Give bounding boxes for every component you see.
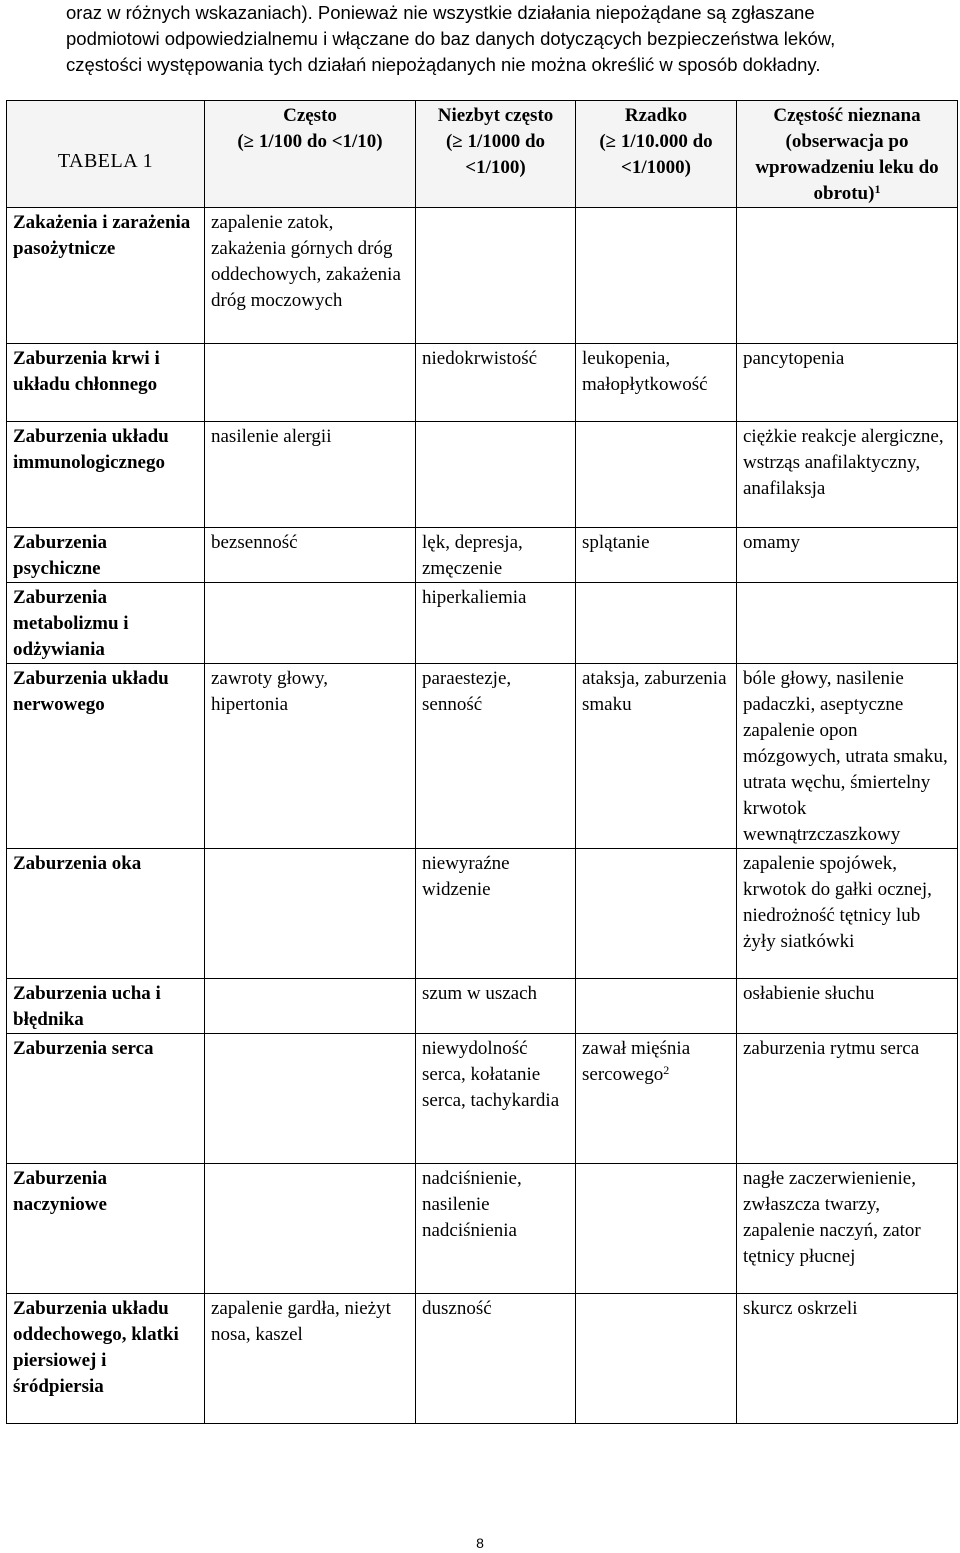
cell-uncommon <box>416 528 576 583</box>
cell-rare <box>576 583 737 664</box>
cell-rare <box>576 664 737 849</box>
cell-rare <box>576 979 737 1034</box>
intro-line-2: podmiotowi odpowiedzialnemu i włączane do baz danych dotyczących bezpieczeństwa leków, <box>66 28 836 49</box>
cell-often <box>205 583 416 664</box>
rare-text: ataksja, zaburzenia smaku <box>582 668 727 715</box>
uncommon-text: paraestezje, senność <box>422 668 512 715</box>
cell-often <box>205 849 416 979</box>
category-text: Zaburzenia układu immunologicznego <box>13 426 169 473</box>
cell-often <box>205 979 416 1034</box>
page-number: 8 <box>476 1535 484 1551</box>
unknown-text: bóle głowy, nasilenie padaczki, aseptyczne zapalenie opon mózgowych, utrata smaku, utrata węchu, śmiertelny krwotok wewnątrzczaszkowy <box>743 668 948 845</box>
table-row <box>7 422 958 528</box>
cell-category <box>7 979 205 1034</box>
rare-text: leukopenia, małopłytkowość <box>582 348 708 395</box>
often-text: zapalenie zatok, zakażenia górnych dróg oddechowych, zakażenia dróg moczowych <box>211 212 401 311</box>
header-often-range: (≥ 1/100 do <1/10) <box>237 131 383 152</box>
header-rare-label: Rzadko <box>624 105 688 126</box>
cell-uncommon <box>416 208 576 344</box>
adverse-effects-table <box>6 100 958 1424</box>
cell-unknown <box>737 528 958 583</box>
table-row <box>7 528 958 583</box>
uncommon-text: niewyraźne widzenie <box>422 853 510 900</box>
unknown-text: ciężkie reakcje alergiczne, wstrząs anafilaktyczny, anafilaksja <box>743 426 944 499</box>
cell-unknown <box>737 1164 958 1294</box>
table-row <box>7 583 958 664</box>
cell-rare <box>576 1164 737 1294</box>
cell-uncommon <box>416 422 576 528</box>
unknown-text: skurcz oskrzeli <box>743 1298 858 1319</box>
table-row <box>7 344 958 422</box>
cell-rare <box>576 528 737 583</box>
category-text: Zaburzenia układu nerwowego <box>13 668 169 715</box>
header-rare <box>576 101 737 208</box>
table-row <box>7 979 958 1034</box>
cell-rare <box>576 849 737 979</box>
category-text: Zaburzenia serca <box>13 1038 154 1059</box>
uncommon-text: nadciśnienie, nasilenie nadciśnienia <box>422 1168 522 1241</box>
unknown-text: zapalenie spojówek, krwotok do gałki ocznej, niedrożność tętnicy lub żyły siatkówki <box>743 853 932 952</box>
cell-category <box>7 583 205 664</box>
table-row <box>7 1164 958 1294</box>
header-uncommon <box>416 101 576 208</box>
header-often <box>205 101 416 208</box>
cell-unknown <box>737 1294 958 1424</box>
cell-often <box>205 422 416 528</box>
cell-unknown <box>737 979 958 1034</box>
cell-often <box>205 1294 416 1424</box>
unknown-text: omamy <box>743 532 800 553</box>
header-uncommon-range: (≥ 1/1000 do <1/100) <box>445 131 546 178</box>
uncommon-text: niewydolność serca, kołatanie serca, tachykardia <box>422 1038 560 1111</box>
often-text: zawroty głowy, hipertonia <box>211 668 328 715</box>
uncommon-text: niedokrwistość <box>422 348 538 369</box>
header-unknown-label: Częstość nieznana (obserwacja po wprowadzeniu leku do obrotu) <box>755 105 939 204</box>
cell-uncommon <box>416 1034 576 1164</box>
header-rare-range: (≥ 1/10.000 do <1/1000) <box>599 131 713 178</box>
cell-unknown <box>737 422 958 528</box>
header-unknown <box>737 101 958 208</box>
rare-text: zawał mięśnia sercowego <box>582 1038 691 1085</box>
cell-unknown <box>737 344 958 422</box>
rare-text: splątanie <box>582 532 650 553</box>
cell-uncommon <box>416 979 576 1034</box>
cell-rare <box>576 1294 737 1424</box>
table-title: TABELA 1 <box>57 150 154 172</box>
cell-category <box>7 344 205 422</box>
table-title-cell <box>7 101 205 208</box>
table-row <box>7 1294 958 1424</box>
footnote-1-marker: 1 <box>874 182 881 196</box>
cell-category <box>7 1164 205 1294</box>
intro-line-1: oraz w różnych wskazaniach). Ponieważ nie wszystkie działania niepożądane są zgłaszane <box>66 2 815 23</box>
cell-rare <box>576 422 737 528</box>
unknown-text: nagłe zaczerwienienie, zwłaszcza twarzy, zapalenie naczyń, zator tętnicy płucnej <box>743 1168 921 1267</box>
uncommon-text: szum w uszach <box>422 983 538 1004</box>
category-text: Zaburzenia naczyniowe <box>13 1168 107 1215</box>
cell-often <box>205 664 416 849</box>
table-row <box>7 664 958 849</box>
table-row <box>7 849 958 979</box>
cell-often <box>205 1034 416 1164</box>
uncommon-text: lęk, depresja, zmęczenie <box>422 532 523 579</box>
cell-uncommon <box>416 1164 576 1294</box>
cell-unknown <box>737 849 958 979</box>
category-text: Zaburzenia krwi i układu chłonnego <box>13 348 160 395</box>
cell-rare <box>576 344 737 422</box>
category-text: Zaburzenia metabolizmu i odżywiania <box>13 587 129 660</box>
cell-often <box>205 344 416 422</box>
cell-often <box>205 208 416 344</box>
intro-line-3: częstości występowania tych działań niepożądanych nie można określić w sposób dokładny. <box>66 54 821 75</box>
cell-category <box>7 208 205 344</box>
cell-category <box>7 422 205 528</box>
cell-unknown <box>737 1034 958 1164</box>
cell-often <box>205 1164 416 1294</box>
cell-unknown <box>737 664 958 849</box>
uncommon-text: hiperkaliemia <box>422 587 527 608</box>
header-uncommon-label: Niezbyt często <box>437 105 554 126</box>
cell-unknown <box>737 208 958 344</box>
category-text: Zakażenia i zarażenia pasożytnicze <box>13 212 191 259</box>
cell-uncommon <box>416 849 576 979</box>
cell-category <box>7 664 205 849</box>
unknown-text: osłabienie słuchu <box>743 983 875 1004</box>
cell-category <box>7 528 205 583</box>
category-text: Zaburzenia oka <box>13 853 142 874</box>
header-often-label: Często <box>283 105 337 126</box>
table-row <box>7 208 958 344</box>
often-text: nasilenie alergii <box>211 426 332 447</box>
cell-uncommon <box>416 583 576 664</box>
cell-uncommon <box>416 1294 576 1424</box>
intro-paragraph <box>66 0 946 78</box>
cell-often <box>205 528 416 583</box>
cell-category <box>7 849 205 979</box>
table-body <box>7 208 958 1424</box>
cell-category <box>7 1294 205 1424</box>
unknown-text: zaburzenia rytmu serca <box>743 1038 920 1059</box>
cell-rare <box>576 1034 737 1164</box>
cell-category <box>7 1034 205 1164</box>
table-row <box>7 1034 958 1164</box>
category-text: Zaburzenia ucha i błędnika <box>13 983 161 1030</box>
cell-unknown <box>737 583 958 664</box>
category-text: Zaburzenia układu oddechowego, klatki piersiowej i śródpiersia <box>13 1298 179 1397</box>
uncommon-text: duszność <box>422 1298 492 1319</box>
category-text: Zaburzenia psychiczne <box>13 532 107 579</box>
unknown-text: pancytopenia <box>743 348 845 369</box>
cell-uncommon <box>416 344 576 422</box>
footnote-2-marker: 2 <box>663 1063 670 1077</box>
often-text: bezsenność <box>211 532 298 553</box>
cell-rare <box>576 208 737 344</box>
often-text: zapalenie gardła, nieżyt nosa, kaszel <box>211 1298 391 1345</box>
cell-uncommon <box>416 664 576 849</box>
table-header-row <box>7 101 958 208</box>
